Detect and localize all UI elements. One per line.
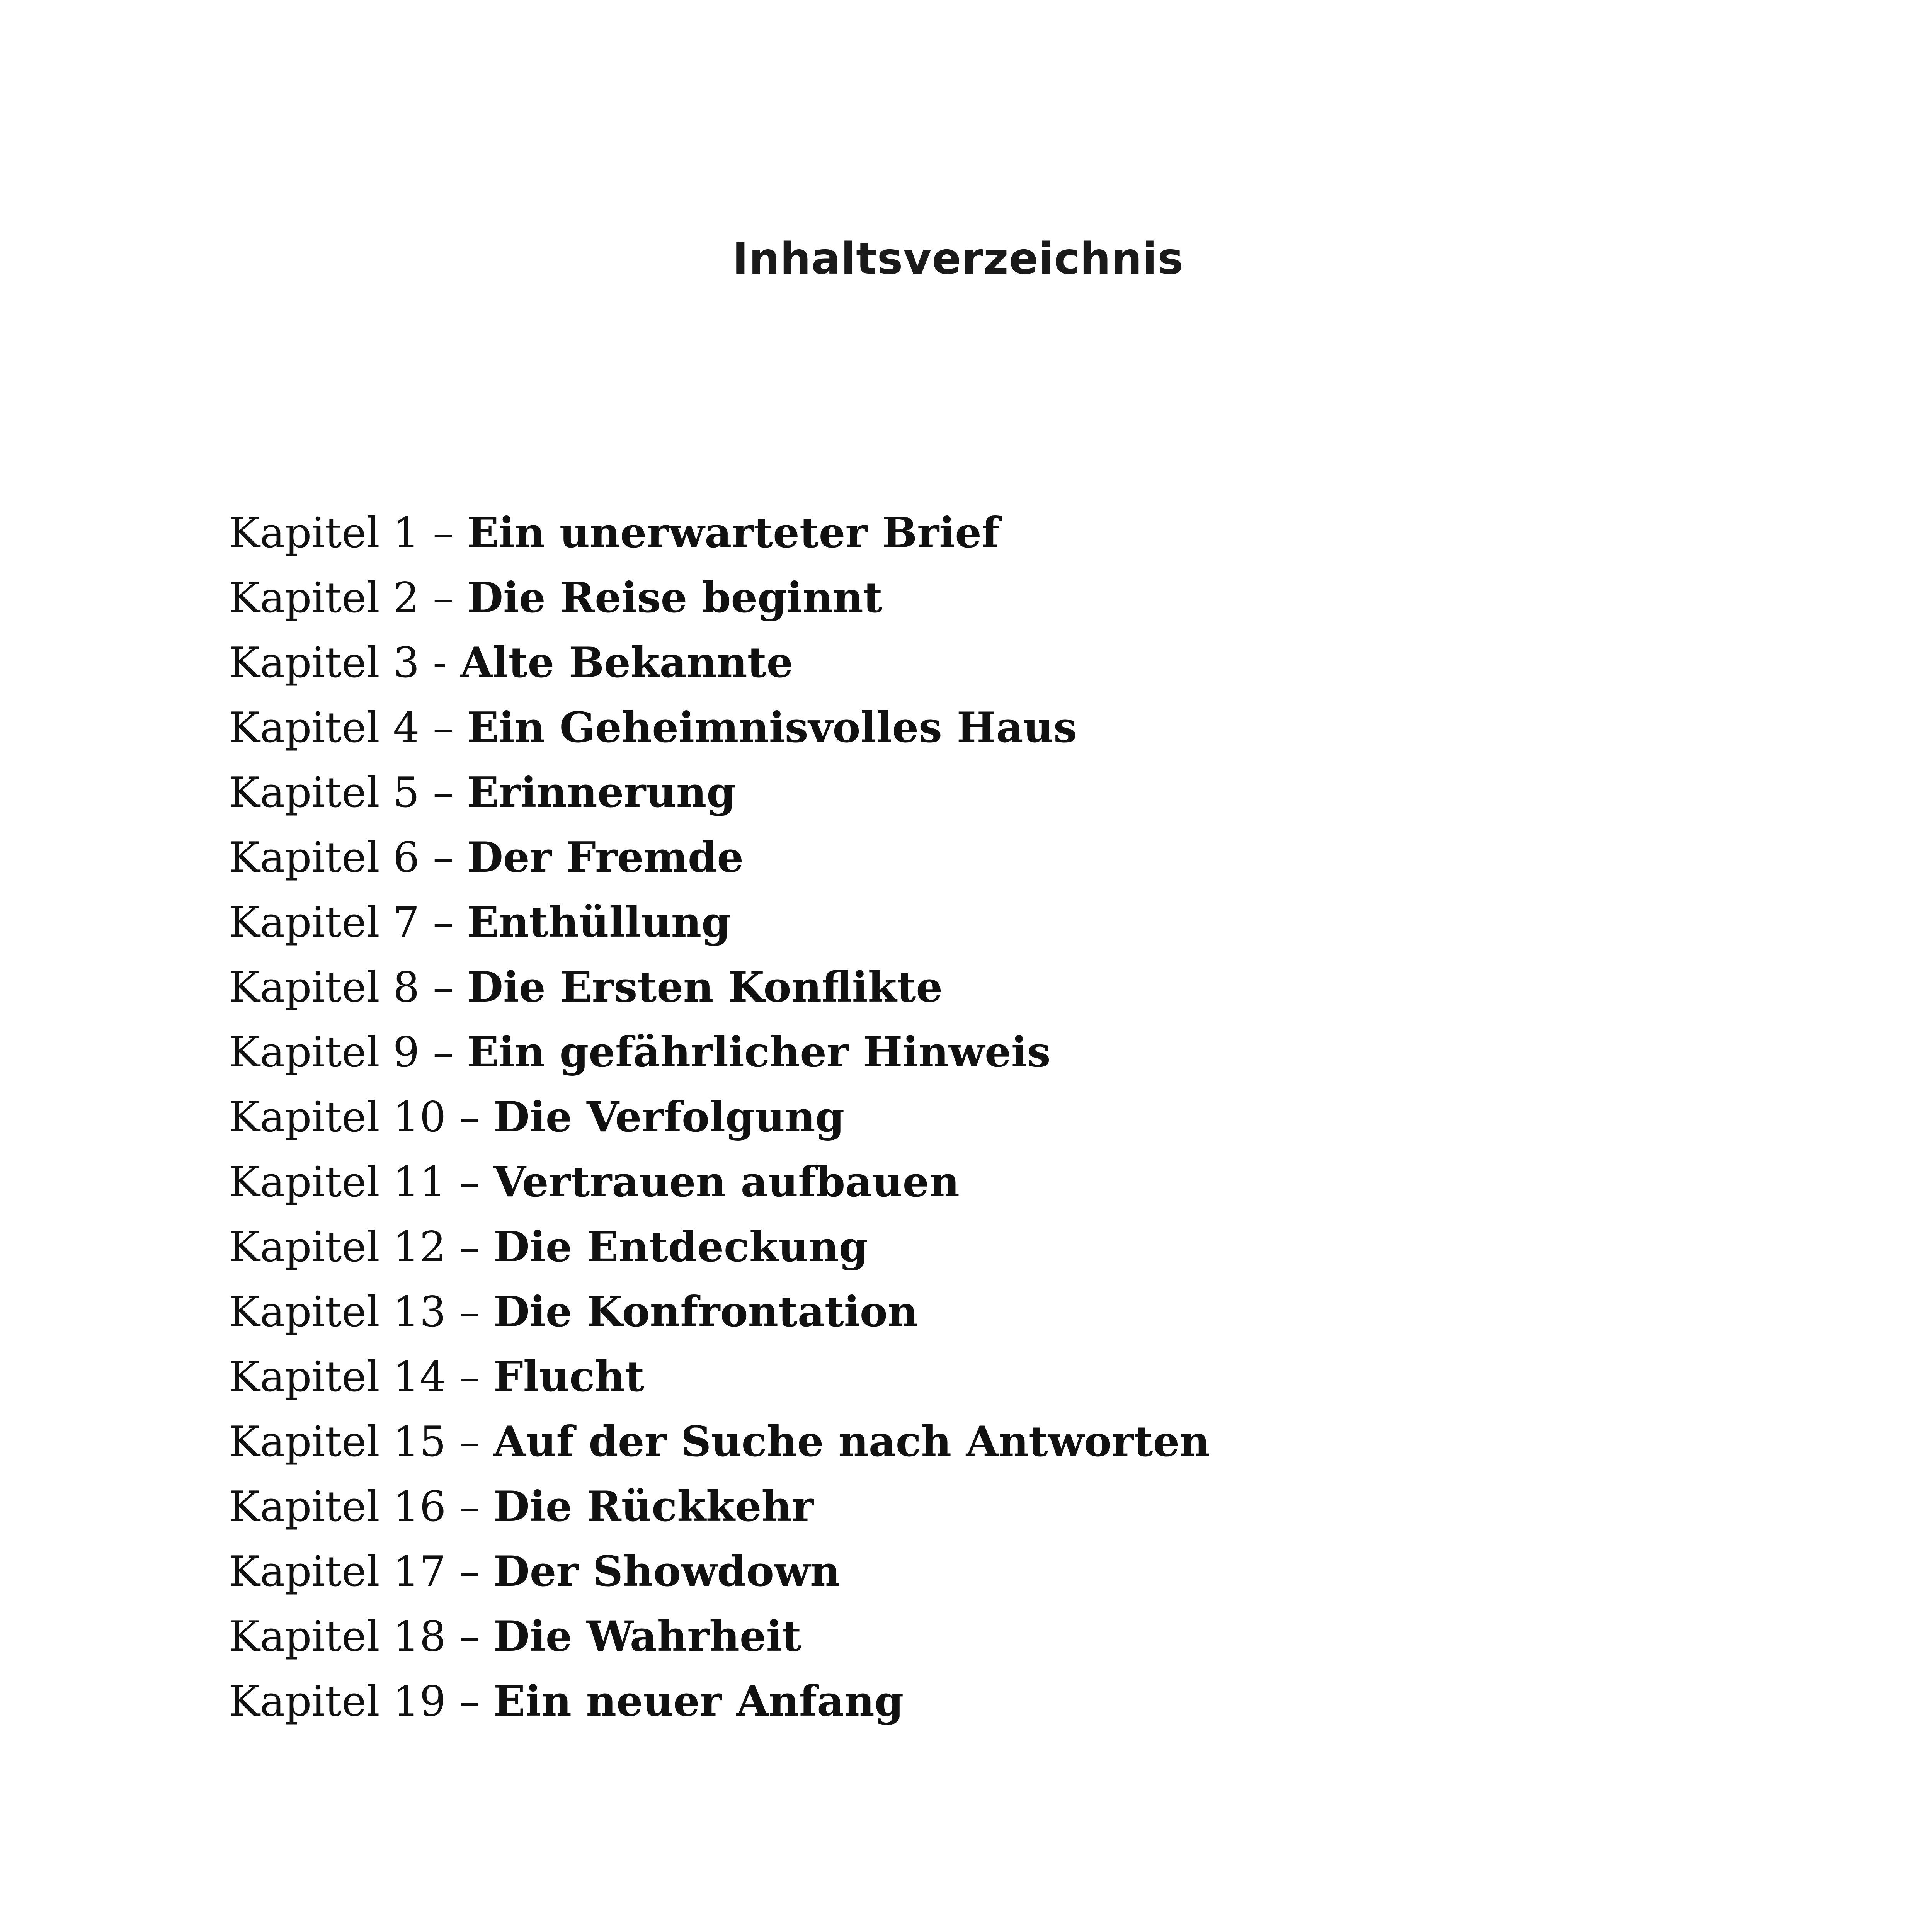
chapter-number: Kapitel 13 –	[229, 1288, 494, 1336]
chapter-title: Vertrauen aufbauen	[493, 1158, 960, 1206]
chapter-title: Ein neuer Anfang	[493, 1677, 904, 1726]
chapter-title: Die Wahrheit	[493, 1612, 801, 1661]
chapter-number: Kapitel 4 –	[229, 704, 467, 752]
chapter-title: Die Konfrontation	[493, 1287, 918, 1336]
table-of-contents	[229, 500, 1736, 1734]
toc-entry	[229, 1539, 1736, 1604]
chapter-number: Kapitel 12 –	[229, 1223, 494, 1271]
chapter-title: Auf der Suche nach Antworten	[493, 1417, 1210, 1466]
chapter-number: Kapitel 3 -	[229, 639, 460, 687]
toc-entry	[229, 1020, 1736, 1085]
chapter-number: Kapitel 6 –	[229, 833, 467, 882]
chapter-title: Die Verfolgung	[493, 1093, 845, 1141]
chapter-title: Ein Geheimnisvolles Haus	[467, 703, 1077, 752]
chapter-number: Kapitel 10 –	[229, 1093, 494, 1141]
chapter-number: Kapitel 15 –	[229, 1418, 494, 1466]
chapter-number: Kapitel 7 –	[229, 898, 467, 947]
toc-entry	[229, 1214, 1736, 1279]
chapter-title: Der Fremde	[467, 833, 744, 882]
chapter-title: Ein gefährlicher Hinweis	[467, 1028, 1051, 1077]
chapter-number: Kapitel 18 –	[229, 1612, 494, 1661]
chapter-title: Die Reise beginnt	[467, 573, 883, 622]
chapter-number: Kapitel 17 –	[229, 1548, 494, 1596]
toc-entry	[229, 1344, 1736, 1409]
toc-entry	[229, 565, 1736, 630]
page-title: Inhaltsverzeichnis	[732, 234, 1184, 284]
toc-entry	[229, 1474, 1736, 1539]
chapter-number: Kapitel 19 –	[229, 1677, 494, 1726]
chapter-title: Enthüllung	[467, 898, 731, 947]
toc-entry	[229, 1150, 1736, 1214]
chapter-number: Kapitel 11 –	[229, 1158, 494, 1206]
toc-entry	[229, 955, 1736, 1020]
toc-entry	[229, 1409, 1736, 1474]
chapter-number: Kapitel 8 –	[229, 963, 467, 1012]
chapter-number: Kapitel 16 –	[229, 1483, 494, 1531]
chapter-title: Der Showdown	[493, 1547, 841, 1596]
toc-entry	[229, 630, 1736, 695]
chapter-title: Die Entdeckung	[493, 1223, 868, 1271]
chapter-title: Die Rückkehr	[493, 1482, 814, 1531]
toc-entry	[229, 695, 1736, 760]
chapter-title: Erinnerung	[467, 768, 736, 817]
chapter-title: Alte Bekannte	[460, 638, 793, 687]
toc-entry	[229, 500, 1736, 565]
toc-entry	[229, 890, 1736, 955]
chapter-number: Kapitel 14 –	[229, 1353, 494, 1401]
toc-entry	[229, 1604, 1736, 1669]
toc-entry	[229, 1279, 1736, 1344]
chapter-title: Ein unerwarteter Brief	[467, 509, 1000, 557]
toc-entry	[229, 1669, 1736, 1734]
toc-entry	[229, 1085, 1736, 1150]
chapter-number: Kapitel 9 –	[229, 1028, 467, 1077]
chapter-number: Kapitel 1 –	[229, 509, 467, 557]
chapter-number: Kapitel 5 –	[229, 769, 467, 817]
toc-entry	[229, 760, 1736, 825]
chapter-title: Die Ersten Konflikte	[467, 963, 943, 1012]
chapter-title: Flucht	[493, 1352, 645, 1401]
chapter-number: Kapitel 2 –	[229, 574, 467, 622]
toc-entry	[229, 825, 1736, 890]
